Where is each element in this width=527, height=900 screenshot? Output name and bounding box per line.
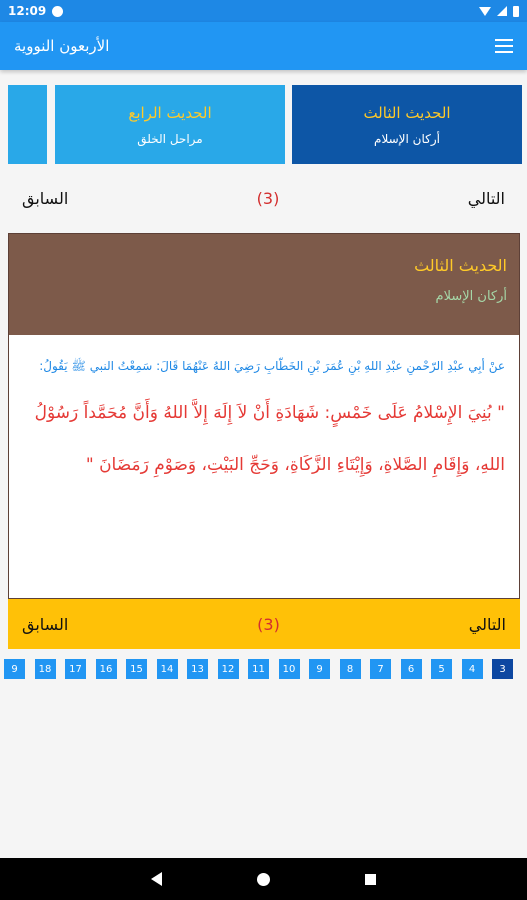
card-hadith-3[interactable] — [292, 85, 522, 164]
hadith-number: (3) — [256, 188, 280, 208]
page-index-item[interactable]: 3 — [492, 659, 513, 679]
hadith-header — [9, 234, 519, 335]
page-index-item[interactable]: 18 — [35, 659, 56, 679]
recents-icon[interactable] — [365, 874, 376, 885]
battery-icon — [513, 6, 519, 17]
page-index-strip — [0, 659, 527, 679]
hadith-cards-carousel[interactable] — [8, 85, 522, 164]
status-bar — [0, 0, 527, 22]
app-title: الأربعون النووية — [14, 37, 110, 55]
hadith-subtitle: أركان الإسلام — [435, 289, 507, 304]
status-icons — [479, 6, 519, 17]
page-index-item[interactable]: 6 — [401, 659, 422, 679]
page-index-item[interactable]: 15 — [126, 659, 147, 679]
hadith-text: " بُنِيَ الإِسْلامُ عَلَى خَمْسٍ: شَهَادَةِ أَنْ لاَ إِلَهَ إِلاَّ اللهُ وَأَنَّ مُحَمَّداً رَسُوْلُ اللهِ، وَإِقَامِ الصَّلاةِ، وَإِيْتَاءِ الزَّكَاةِ، وَحَجِّ البَيْتِ، وَصَوْمِ رَمَضَانَ " — [34, 403, 505, 475]
page-index-item[interactable]: 7 — [370, 659, 391, 679]
next-button[interactable]: التالي — [468, 614, 506, 634]
hadith-content — [8, 233, 520, 599]
hadith-narrator: عنْ أبِي عبْدِ الرّحْمنِ عبْدِ اللهِ بْنِ عُمَرَ بْنِ الخَطّابِ رَضِيَ اللهُ عَنْهُمَا قَالَ: سَمِعْتُ النبي ﷺ يَقُولُ: — [39, 359, 505, 373]
page-index-item[interactable]: 4 — [462, 659, 483, 679]
signal-icon — [497, 6, 507, 16]
page-index-item[interactable]: 9 — [309, 659, 330, 679]
page-index-item[interactable]: 13 — [187, 659, 208, 679]
page-index-item[interactable]: 17 — [65, 659, 86, 679]
next-button[interactable]: التالي — [467, 188, 505, 208]
top-navigation — [0, 178, 527, 218]
wifi-icon — [479, 7, 491, 16]
notification-icon — [52, 6, 63, 17]
bottom-navigation — [8, 599, 520, 649]
hadith-title: الحديث الثالث — [414, 256, 507, 275]
page-index-item[interactable]: 9 — [4, 659, 25, 679]
card-subtitle: أركان الإسلام — [374, 131, 440, 146]
page-index-item[interactable]: 14 — [157, 659, 178, 679]
hadith-number: (3) — [257, 614, 280, 634]
page-index-item[interactable]: 12 — [218, 659, 239, 679]
card-hadith-4[interactable] — [55, 85, 285, 164]
card-hadith-5-partial[interactable] — [8, 85, 47, 164]
card-subtitle: مراحل الخلق — [137, 131, 203, 146]
hadith-body — [9, 335, 519, 491]
page-index-item[interactable]: 11 — [248, 659, 269, 679]
page-index-item[interactable]: 16 — [96, 659, 117, 679]
status-time: 12:09 — [8, 4, 47, 18]
prev-button[interactable]: السابق — [22, 614, 69, 634]
card-title: الحديث الثالث — [363, 103, 451, 122]
back-icon[interactable] — [151, 872, 162, 886]
menu-icon[interactable] — [495, 39, 513, 53]
card-title: الحديث الرابع — [128, 103, 212, 122]
home-icon[interactable] — [257, 873, 270, 886]
page-index-item[interactable]: 10 — [279, 659, 300, 679]
page-index-item[interactable]: 5 — [431, 659, 452, 679]
prev-button[interactable]: السابق — [22, 188, 69, 208]
app-bar — [0, 22, 527, 70]
system-navigation-bar — [0, 858, 527, 900]
page-index-item[interactable]: 8 — [340, 659, 361, 679]
